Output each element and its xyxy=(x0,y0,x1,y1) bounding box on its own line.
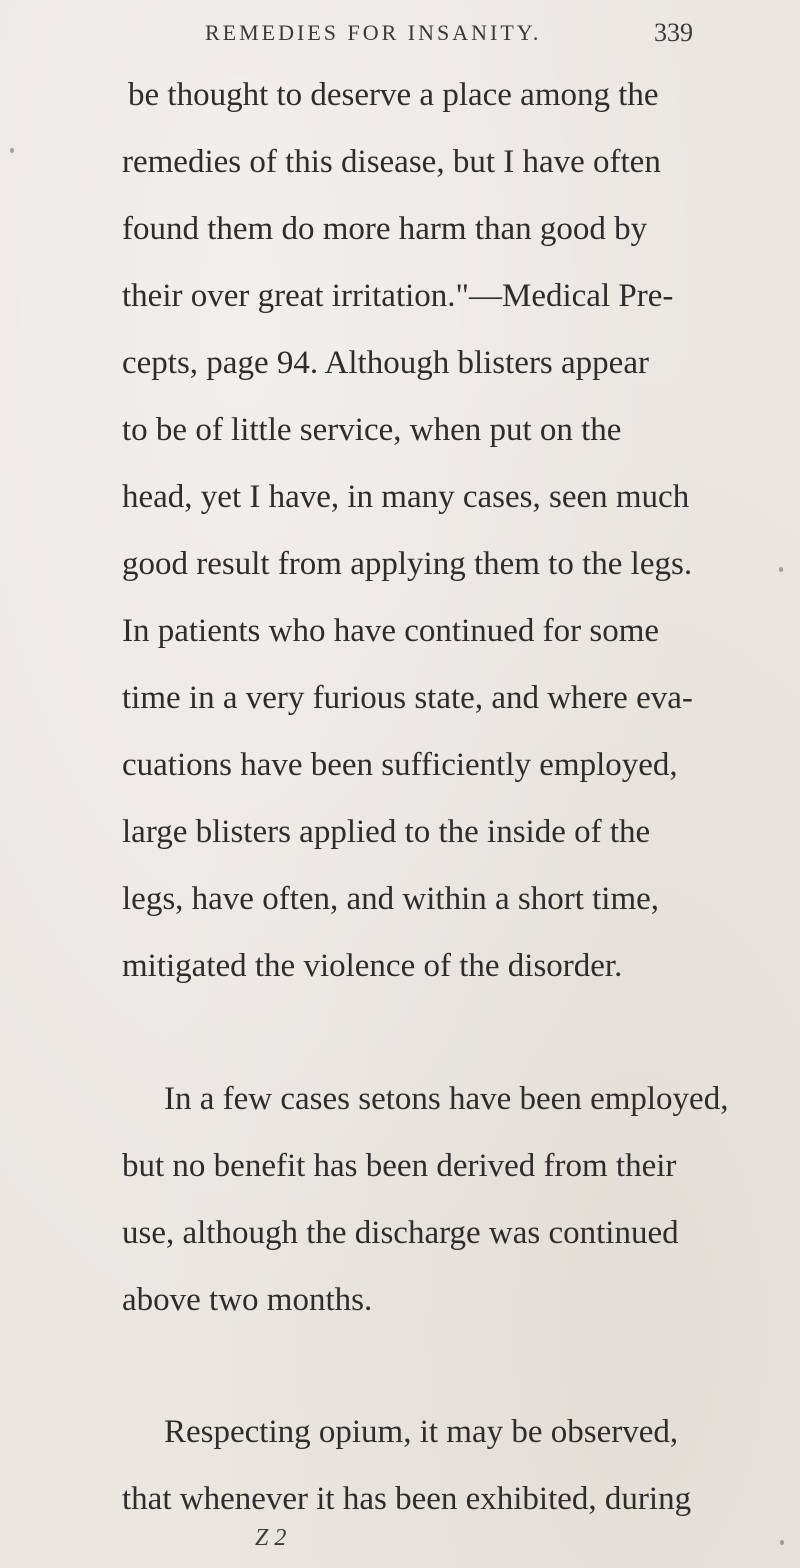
text-line: use, although the discharge was continued xyxy=(122,1215,679,1251)
text-line: that whenever it has been exhibited, during xyxy=(122,1481,692,1517)
paper-speck xyxy=(779,567,783,572)
text-line: Respecting opium, it may be observed, xyxy=(164,1414,679,1450)
text-line: time in a very furious state, and where eva- xyxy=(122,680,693,716)
text-line: In a few cases setons have been employed, xyxy=(164,1081,729,1117)
signature-mark: Z 2 xyxy=(255,1525,287,1551)
paper-speck xyxy=(780,1540,784,1545)
paper-speck xyxy=(10,148,14,153)
text-line: good result from applying them to the legs. xyxy=(122,546,693,582)
text-line: cepts, page 94. Although blisters appear xyxy=(122,345,649,381)
text-line: above two months. xyxy=(122,1282,373,1318)
text-line: their over great irritation."—Medical Pre- xyxy=(122,278,674,314)
text-line: to be of little service, when put on the xyxy=(122,412,622,448)
page-number: 339 xyxy=(654,18,693,47)
text-line: mitigated the violence of the disorder. xyxy=(122,948,623,984)
text-line: legs, have often, and within a short time, xyxy=(122,881,660,917)
text-line: but no benefit has been derived from their xyxy=(122,1148,677,1184)
text-line: be thought to deserve a place among the xyxy=(128,77,659,113)
text-line: cuations have been sufficiently employed, xyxy=(122,747,678,783)
text-line: found them do more harm than good by xyxy=(122,211,648,247)
text-line: remedies of this disease, but I have often xyxy=(122,144,661,180)
text-line: head, yet I have, in many cases, seen much xyxy=(122,479,690,515)
running-title: REMEDIES FOR INSANITY. xyxy=(205,20,542,45)
text-line: large blisters applied to the inside of the xyxy=(122,814,651,850)
running-head xyxy=(0,18,800,58)
text-line: In patients who have continued for some xyxy=(122,613,660,649)
